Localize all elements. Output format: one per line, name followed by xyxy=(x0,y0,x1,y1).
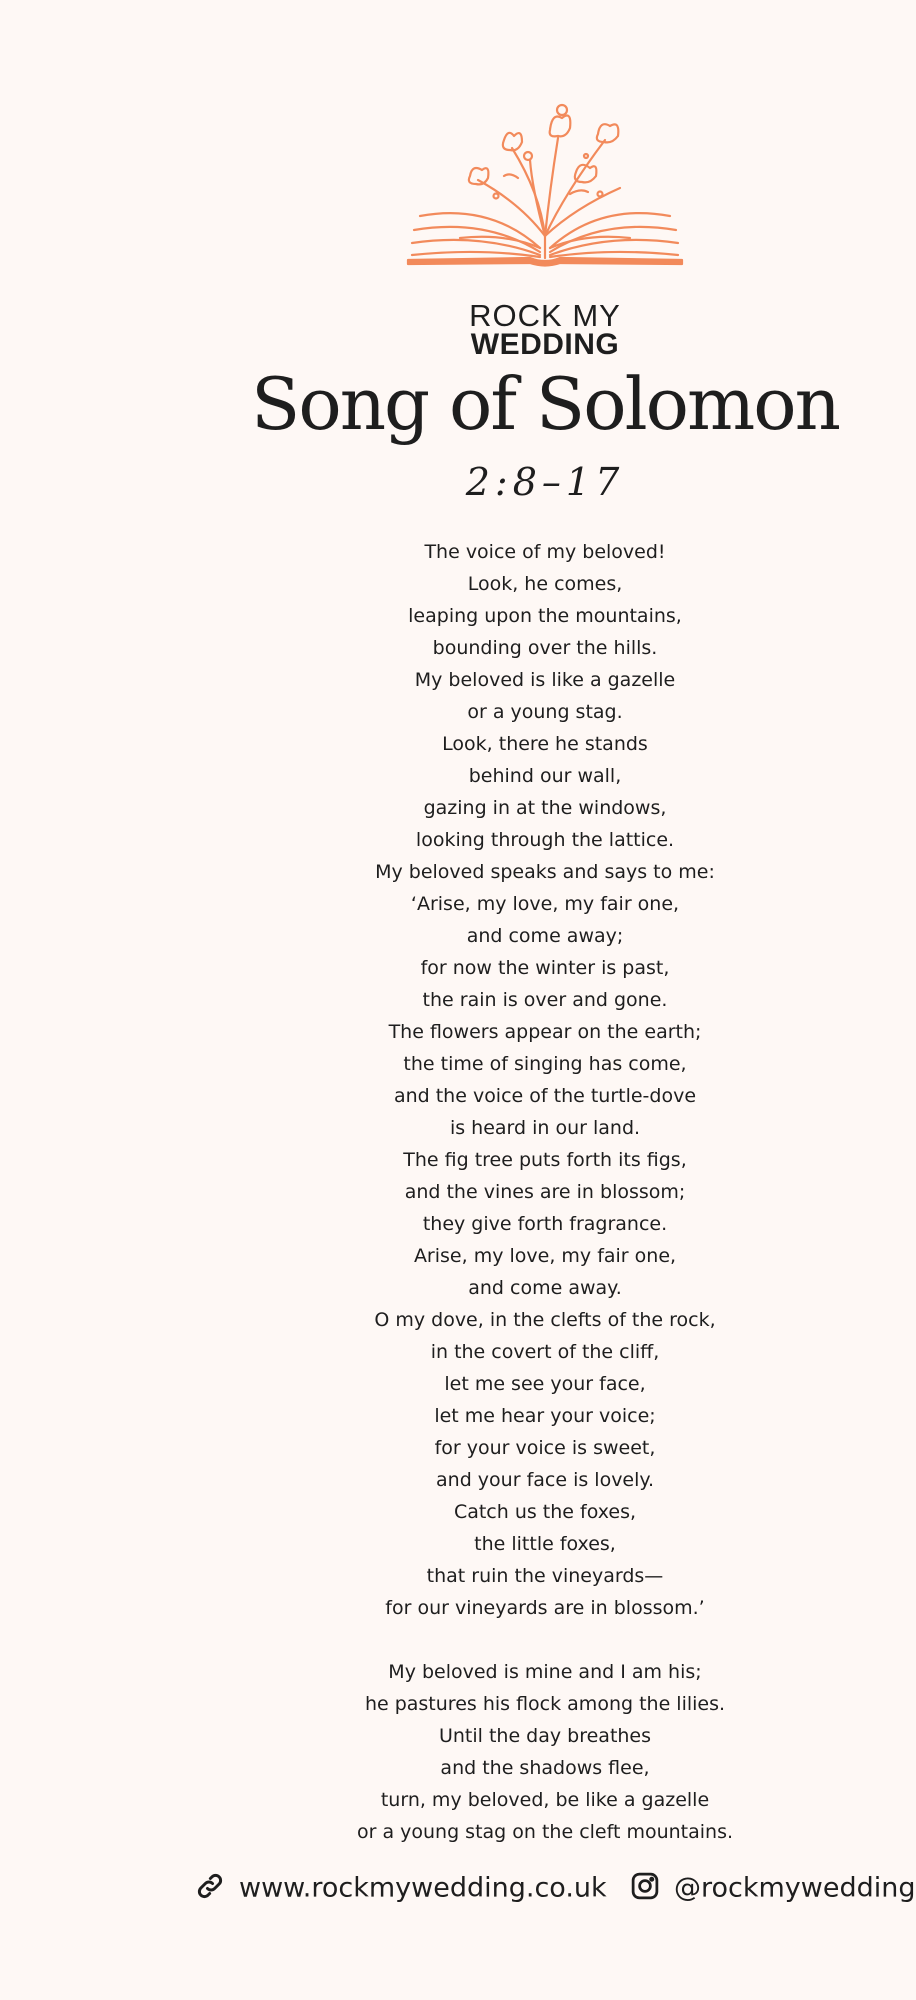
verse-line: for now the winter is past, xyxy=(420,957,670,979)
verse-line: The voice of my beloved! xyxy=(424,541,666,563)
verse-line: is heard in our land. xyxy=(449,1117,641,1139)
verse-line: Look, there he stands xyxy=(442,733,648,755)
verse-line: or a young stag on the cleft mountains. xyxy=(356,1821,734,1843)
verse-line: ‘Arise, my love, my fair one, xyxy=(410,893,680,915)
verse-line: for our vineyards are in blossom.’ xyxy=(385,1597,705,1619)
verse-line: My beloved is like a gazelle xyxy=(414,669,676,691)
stanza-break xyxy=(245,1624,845,1656)
verse-line: Catch us the foxes, xyxy=(453,1501,637,1523)
verse-line: or a young stag. xyxy=(467,701,623,723)
instagram-icon xyxy=(630,1871,660,1901)
brand-logo xyxy=(400,300,690,360)
verse-line: turn, my beloved, be like a gazelle xyxy=(380,1789,710,1811)
open-book-flowers-icon xyxy=(400,98,690,273)
verse-line: gazing in at the windows, xyxy=(423,797,667,819)
verse-line: looking through the lattice. xyxy=(415,829,675,851)
verse-line: Arise, my love, my fair one, xyxy=(413,1245,677,1267)
verse-line: that ruin the vineyards— xyxy=(426,1565,664,1587)
verse-line: and the voice of the turtle-dove xyxy=(393,1085,697,1107)
verse-line: and the shadows flee, xyxy=(440,1757,650,1779)
instagram-link[interactable] xyxy=(630,1868,916,1909)
page-title: Song of Solomon xyxy=(251,362,839,446)
footer xyxy=(0,1868,916,1908)
website-text: www.rockmywedding.co.uk xyxy=(239,1872,607,1904)
verse-line: they give forth fragrance. xyxy=(422,1213,668,1235)
brand-line-bottom: WEDDING xyxy=(470,328,620,361)
verse-line: Until the day breathes xyxy=(438,1725,652,1747)
verse-line: and come away; xyxy=(466,925,624,947)
verse-line: for your voice is sweet, xyxy=(434,1437,656,1459)
verse-line: the rain is over and gone. xyxy=(422,989,668,1011)
verse-text xyxy=(245,536,845,1848)
verse-line: leaping upon the mountains, xyxy=(408,605,682,627)
verse-line: let me see your face, xyxy=(444,1373,646,1395)
verse-line: he pastures his flock among the lilies. xyxy=(364,1693,726,1715)
verse-reference: 2:8–17 xyxy=(465,460,625,504)
verse-line: behind our wall, xyxy=(468,765,622,787)
verse-line: The flowers appear on the earth; xyxy=(388,1021,702,1043)
verse-line: My beloved speaks and says to me: xyxy=(375,861,715,883)
verse-line: The fig tree puts forth its figs, xyxy=(403,1149,687,1171)
verse-line: the time of singing has come, xyxy=(403,1053,687,1075)
social-handle: @rockmywedding xyxy=(674,1872,916,1904)
verse-line: bounding over the hills. xyxy=(432,637,658,659)
verse-line: in the covert of the cliff, xyxy=(430,1341,660,1363)
verse-line: and the vines are in blossom; xyxy=(404,1181,686,1203)
verse-line: and come away. xyxy=(468,1277,622,1299)
verse-line: My beloved is mine and I am his; xyxy=(388,1661,702,1683)
verse-line: O my dove, in the clefts of the rock, xyxy=(374,1309,716,1331)
link-icon xyxy=(195,1871,225,1901)
verse-line: Look, he comes, xyxy=(467,573,623,595)
verse-line: let me hear your voice; xyxy=(434,1405,656,1427)
brand-line-top: ROCK MY xyxy=(469,298,621,333)
website-link[interactable] xyxy=(195,1868,607,1909)
verse-line: the little foxes, xyxy=(474,1533,616,1555)
verse-line: and your face is lovely. xyxy=(436,1469,654,1491)
